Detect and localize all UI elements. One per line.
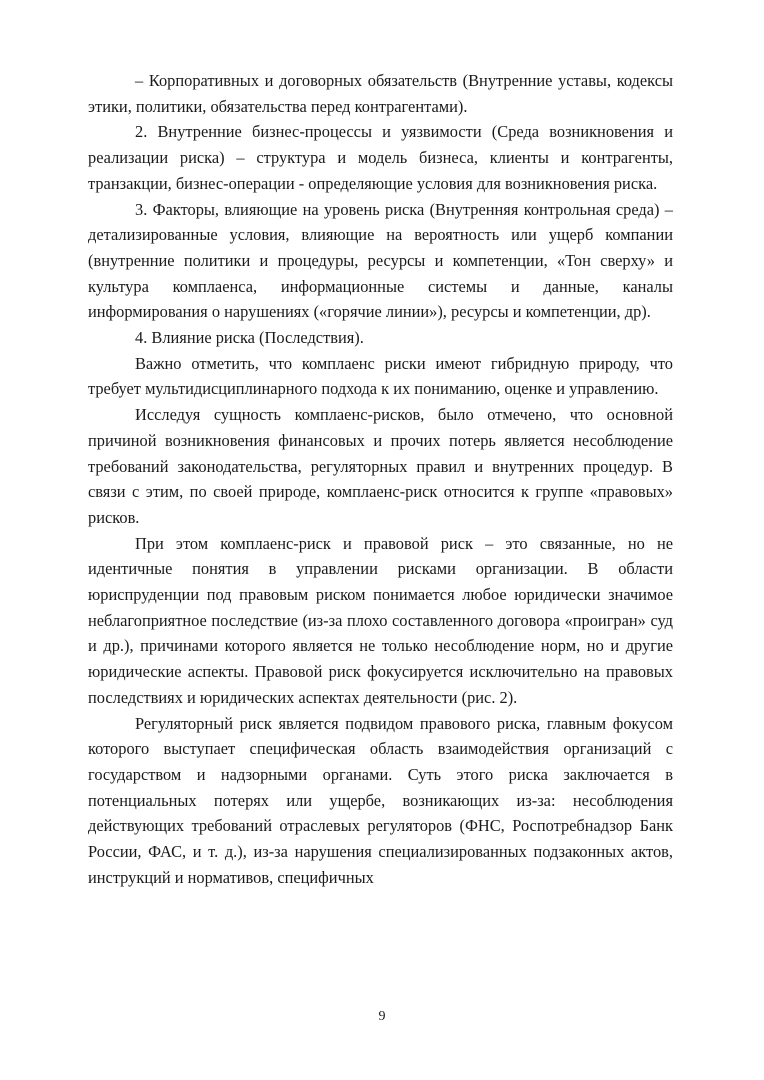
paragraph-risk-impact: 4. Влияние риска (Последствия). [135, 328, 364, 348]
paragraph-hybrid-nature: Важно отметить, что комплаенс риски имеют гибридную природу, что требует мультидисциплинарного подхода к их пониманию, оценке и управлению. [88, 353, 673, 399]
paragraph-risk-factors: 3. Факторы, влияющие на уровень риска (Внутренняя контрольная среда) – детализированные условия, влияющие на вероятность или ущерб компании (внутренние политики и процедуры, ресурсы и компетенции, «Тон сверху» и культура комплаенса, информационные системы и данные, каналы информирования о нарушениях («горячие линии»), ресурсы и компетенции, др). [88, 199, 673, 322]
paragraph-business-processes: 2. Внутренние бизнес-процессы и уязвимости (Среда возникновения и реализации риска) – структура и модель бизнеса, клиенты и контрагенты, транзакции, бизнес-операции - определяющие условия для возникновения риска. [88, 122, 673, 193]
paragraph-legal-risk: При этом комплаенс-риск и правовой риск – это связанные, но не идентичные понятия в управлении рисками организации. В области юриспруденции под правовым риском понимается любое юридически значимое неблагоприятное последствие (из-за плохо составленного договора «проигран» суд и др.), причинами которого является не только несоблюдение норм, но и другие юридические аспекты. Правовой риск фокусируется исключительно на правовых последствиях и юридических аспектах деятельности (рис. 2). [88, 533, 673, 707]
paragraph-corporate-obligations: – Корпоративных и договорных обязательств (Внутренние уставы, кодексы этики, политики, обязательства перед контрагентами). [88, 71, 673, 116]
page-number: 9 [378, 1009, 386, 1024]
paragraph-regulatory-risk: Регуляторный риск является подвидом правового риска, главным фокусом которого выступает специфическая область взаимодействия организаций с государством и надзорными органами. Суть этого риска заключается в потенциальных потерях или ущербе, возникающих из-за: несоблюдения действующих требований отраслевых регуляторов (ФНС, Роспотребнадзор Банк России, ФАС, и т. д.), из-за нарушения специализированных подзаконных актов, инструкций и нормативов, специфичных [88, 713, 673, 887]
paragraph-compliance-essence: Исследуя сущность комплаенс-рисков, было отмечено, что основной причиной возникновения финансовых и прочих потерь является несоблюдение требований законодательства, регуляторных правил и внутренних процедур. В связи с этим, по своей природе, комплаенс-риск относится к группе «правовых» рисков. [88, 405, 673, 527]
body-text [88, 68, 673, 891]
